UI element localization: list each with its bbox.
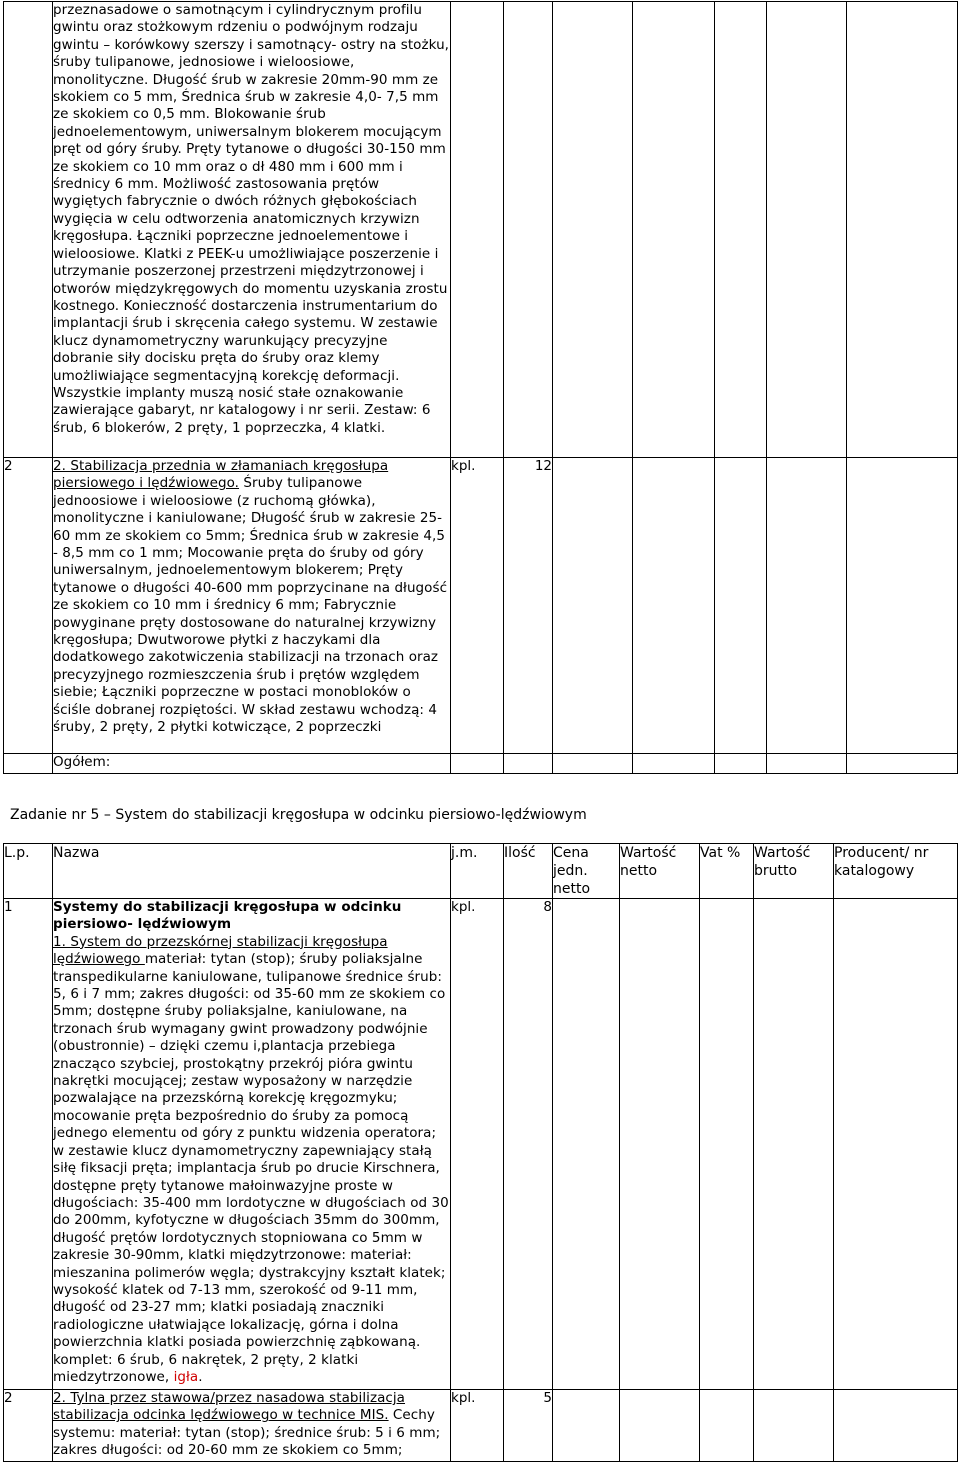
- unit-measure: kpl.: [451, 458, 504, 754]
- table-row: [4, 458, 958, 754]
- total-row: [4, 754, 958, 774]
- quantity: 8: [504, 899, 553, 1390]
- task-title: Zadanie nr 5 – System do stabilizacji kręgosłupa w odcinku piersiowo-lędźwiowym: [10, 807, 587, 823]
- header-lp: L.p.: [4, 844, 53, 899]
- row-number: 2: [4, 458, 53, 754]
- item-title: 2. Stabilizacja przednia w złamaniach kręgosłupa piersiowego i lędźwiowego.: [53, 458, 389, 492]
- item-details: Śruby tulipanowe jednoosiowe i wieloosiowe (z ruchomą główka), monolityczne i kaniulowane; Długość śrub w zakresie 25-60 mm ze skokiem co 5mm; Średnica śrub w zakresie 4,5 - 8,5 mm co 1 mm; Mocowanie pręta do śruby od góry uniwersalnym, jednoelementowym blokerem; Pręty tytanowe o długości 40-600 mm poprzycinane na długość ze skokiem co 10 mm i średnicy 6 mm; Fabrycznie powyginane pręty dostosowane do naturalnej krzywizny kręgosłupa; Dwutworowe płytki z haczykami dla dodatkowego zakotwiczenia stabilizacji na trzonach oraz precyzyjnego rozmieszczenia śrub i prętów względem siebie; Łączniki poprzeczne w postaci monobloków o ściśle dobranej rozpiętości. W skład zestawu wchodzą: 4 śruby, 2 pręty, 2 płytki kotwiczące, 2 poprzeczki: [53, 475, 448, 736]
- quantity: 5: [504, 1390, 553, 1462]
- table-row: [4, 2, 958, 458]
- previous-task-table: [3, 1, 958, 774]
- header-qty: Ilość: [504, 844, 553, 899]
- item-details: materiał: tytan (stop); śruby poliaksjalne transpedikularne kaniulowane, tulipanowe średnice śrub: 5, 6 i 7 mm; zakres długości: od 35-60 mm ze skokiem co 5mm; dostępne śruby poliaksjalne, kaniulowane, na trzonach śrub wymagany gwint prowadzony podwójnie (obustronnie) – dzięki czemu i,plantacja przebiega znacząco szybciej, prostokątny przekrój pióra gwintu nakrętki mocującej; zestaw wyposażony w narzędzie pozwalające na przezskórną korekcję kręgozmyku; mocowanie pręta bezpośrednio do śruby za pomocą jednego elementu od góry z punktu widzenia operatora; w zestawie klucz dynamometryczny zapewniający stałą siłę fiksacji pręta; implantacja śrub po drucie Kirschnera, dostępne pręty tytanowe małoinwazyjne proste w długościach: 35-400 mm lordotyczne w długościach od 30 do 200mm, kyfotyczne w długościach 35mm do 300mm, długość prętów lordotycznych stopniowana co 5mm w zakresie 30-90mm, klatki międzytrzonowe: materiał: mieszanina polimerów węgla; dystrakcyjny kształt klatek; wysokość klatek od 7-13 mm, szerokość od 9-11 mm, długość od 23-27 mm; klatki posiadają znaczniki radiologiczne ułatwiające lokalizację, górna i dolna powierzchnia klatki posiada powierzchnię ząbkowaną. komplet: 6 śrub, 6 nakrętek, 2 pręty, 2 klatki miedzytrzonowe,: [53, 951, 449, 1385]
- header-row: [4, 844, 958, 899]
- row-number: 2: [4, 1390, 53, 1462]
- item-details-end: .: [198, 1368, 203, 1385]
- row-number: 1: [4, 899, 53, 1390]
- unit-measure: kpl.: [451, 1390, 504, 1462]
- header-gross-value: Wartość brutto: [754, 844, 834, 899]
- item-description: [53, 899, 451, 1390]
- task-5-table: [3, 843, 958, 1462]
- item-details: Cechy systemu: materiał: tytan (stop); średnice śrub: 5 i 6 mm; zakres długości: od 20-60 mm ze skokiem co 5mm;: [53, 1407, 441, 1459]
- unit-measure: kpl.: [451, 899, 504, 1390]
- header-net-value: Wartość netto: [620, 844, 700, 899]
- header-unit-price: Cena jedn. netto: [553, 844, 620, 899]
- item-title: Systemy do stabilizacji kręgosłupa w odcinku piersiowo- lędźwiowym: [53, 899, 402, 933]
- table-row: [4, 899, 958, 1390]
- header-vat: Vat %: [700, 844, 754, 899]
- table-row: [4, 1390, 958, 1462]
- item-description: przeznasadowe o samotnącym i cylindrycznym profilu gwintu oraz stożkowym rdzeniu o podwójnym rodzaju gwintu – korówkowy szerszy i samotnący- ostry na stożku, śruby tulipanowe, jednosiowe i wieloosiowe, monolityczne. Długość śrub w zakresie 20mm-90 mm ze skokiem co 5 mm, Średnica śrub w zakresie 4,0- 7,5 mm ze skokiem co 0,5 mm. Blokowanie śrub jednoelementowym, uniwersalnym blokerem mocującym pręt od góry śruby. Pręty tytanowe o długości 30-150 mm ze skokiem co 10 mm oraz o dł 480 mm i 600 mm i średnicy 6 mm. Możliwość zastosowania prętów wygiętych fabrycznie o dwóch różnych głębokościach wygięcia w celu odtworzenia anatomicznych krzywizn kręgosłupa. Łączniki poprzeczne jednoelementowe i wieloosiowe. Klatki z PEEK-u umożliwiające poszerzenie i utrzymanie poszerzonej przestrzeni międzytrzonowej i otworów międzykręgowych do momentu uzyskania zrostu kostnego. Konieczność dostarczenia instrumentarium do implantacji śrub i skręcenia całego systemu. W zestawie klucz dynamometryczny warunkujący precyzyjne dobranie siły docisku pręta do śruby oraz klemy umożliwiające segmentacyjną korekcję deformacji. Wszystkie implanty muszą nosić stałe oznakowanie zawierające gabaryt, nr katalogowy i nr serii. Zestaw: 6 śrub, 6 blokerów, 2 pręty, 1 poprzeczka, 4 klatki.: [53, 2, 451, 458]
- highlighted-item: igła: [173, 1368, 199, 1385]
- item-subtitle: 1. System do przezskórnej stabilizacji kręgosłupa lędźwiowego: [53, 933, 388, 968]
- header-jm: j.m.: [451, 844, 504, 899]
- quantity: 12: [504, 458, 553, 754]
- header-producer: Producent/ nr katalogowy: [834, 844, 958, 899]
- item-title: 2. Tylna przez stawowa/przez nasadowa stabilizacja stabilizacja odcinka lędźwiowego w technice MIS.: [53, 1390, 406, 1424]
- total-label: Ogółem:: [53, 754, 451, 774]
- item-description: [53, 458, 451, 754]
- header-name: Nazwa: [53, 844, 451, 899]
- item-description: [53, 1390, 451, 1462]
